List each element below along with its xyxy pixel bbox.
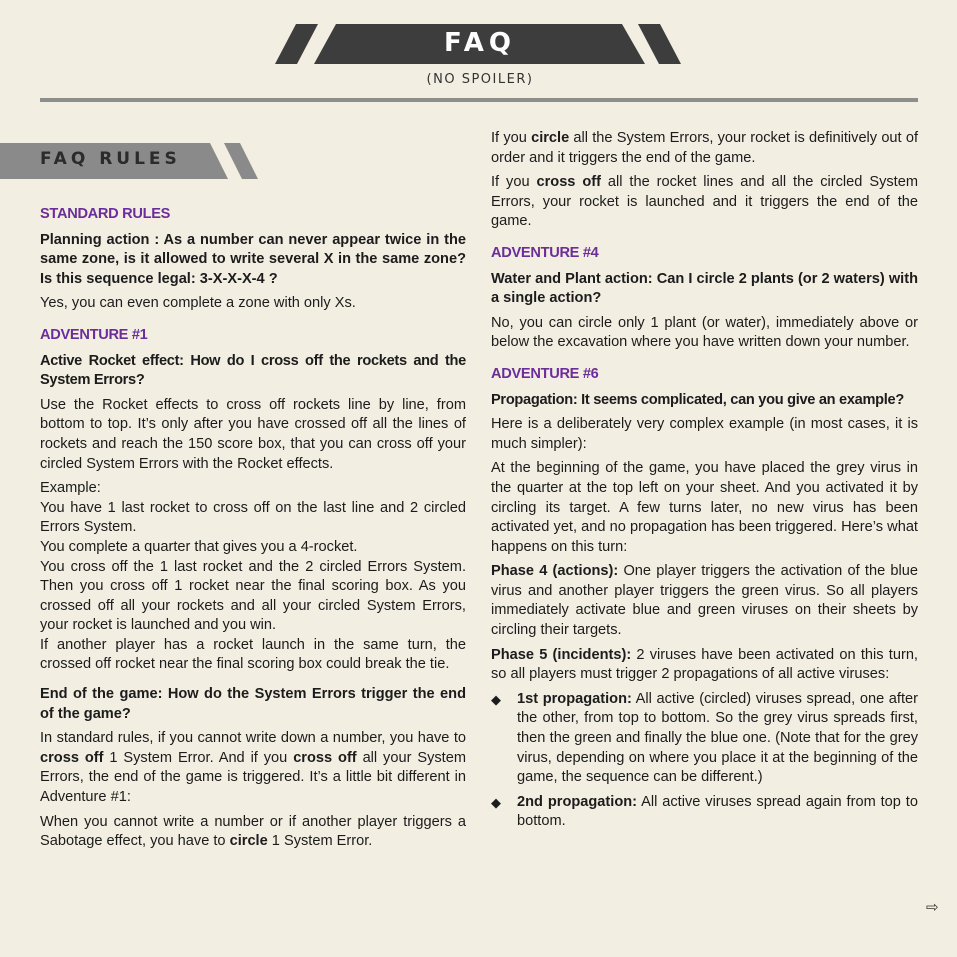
- question-planning-action: Planning action : As a number can never appear twice in the same zone, is it allowed to write several X in the same zone? Is this sequence legal: 3-X-X-X-4 ?: [40, 231, 466, 287]
- bullet-first-propagation: ◆ 1st propagation: All active (circled) viruses spread, one after the other, from top to bottom. So the grey virus spreads first, then the green and finally the blue one. (Note that for the grey virus, depending on where you place it at the beginning of the game, the sequence can be different.): [491, 690, 918, 786]
- question-propagation: Propagation: It seems complicated, can you give an example?: [491, 391, 904, 408]
- left-column: [40, 205, 466, 857]
- banner-right-stripe: [638, 24, 681, 64]
- heading-adventure-4: ADVENTURE #4: [491, 244, 599, 261]
- page-subtitle: (NO SPOILER): [426, 72, 534, 87]
- answer-end-of-game: In standard rules, if you cannot write down a number, you have to cross off 1 System Error. And if you cross off all your System Errors, the end of the game is triggered. It’s a little bit different in Adventure #1:: [40, 730, 467, 806]
- heading-adventure-6: ADVENTURE #6: [491, 365, 599, 382]
- question-water-plant: Water and Plant action: Can I circle 2 plants (or 2 waters) with a single action?: [491, 270, 918, 307]
- question-rocket-effect: Active Rocket effect: How do I cross off the rockets and the System Errors?: [40, 352, 466, 389]
- answer-rocket-effect: Use the Rocket effects to cross off rockets line by line, from bottom to top. It’s only after you have crossed off all the lines of rockets and reach the 150 score box, that you can cross off your circled System Errors with the Rocket effects.: [40, 396, 466, 472]
- heading-adventure-1: ADVENTURE #1: [40, 326, 148, 343]
- heading-standard-rules: STANDARD RULES: [40, 206, 171, 222]
- answer-planning-action: Yes, you can even complete a zone with only Xs.: [40, 295, 356, 312]
- answer-water-plant: No, you can circle only 1 plant (or water), immediately above or below the excavation where you have written down your number.: [491, 314, 918, 351]
- example-line: You cross off the 1 last rocket and the 2 circled Errors System. Then you cross off 1 rocket near the final scoring box. As you crossed off all your rockets and all your circled System Errors, your rocket is launched and you win.: [40, 558, 466, 634]
- right-column: [491, 129, 918, 837]
- example-block: [40, 479, 466, 675]
- example-line: You complete a quarter that gives you a 4-rocket.: [40, 538, 358, 555]
- diamond-bullet-icon: ◆: [491, 794, 501, 810]
- answer-propagation-intro: Here is a deliberately very complex example (in most cases, it is much simpler):: [491, 416, 918, 452]
- diamond-bullet-icon: ◆: [491, 691, 501, 707]
- page-title: FAQ: [443, 28, 516, 58]
- answer-adventure-1-rule: When you cannot write a number or if another player triggers a Sabotage effect, you have to circle 1 System Error.: [40, 813, 466, 850]
- banner-left-stripe: [275, 24, 318, 64]
- answer-circle-all-errors: If you circle all the System Errors, your rocket is definitively out of order and it triggers the end of the game.: [491, 130, 918, 166]
- phase-4-paragraph: Phase 4 (actions): One player triggers the activation of the blue virus and another player triggers the green virus. So all players immediately activate blue and green viruses on their sheets by circling their targets.: [491, 563, 918, 639]
- section-title: FAQ RULES: [40, 149, 181, 169]
- example-line: Example:: [40, 480, 101, 497]
- phase-5-paragraph: Phase 5 (incidents): 2 viruses have been activated on this turn, so all players must trigger 2 propagations of all active viruses:: [491, 646, 918, 683]
- next-page-arrow-icon[interactable]: ⇨: [926, 899, 939, 916]
- section-stripe: [224, 143, 258, 179]
- example-line: If another player has a rocket launch in the same turn, the crossed off rocket near the final scoring box could break the tie.: [40, 636, 466, 673]
- bullet-second-propagation: ◆ 2nd propagation: All active viruses spread again from top to bottom.: [491, 793, 918, 830]
- answer-cross-off-all: If you cross off all the rocket lines and all the circled System Errors, your rocket is launched and it triggers the end of the game.: [491, 174, 918, 230]
- answer-propagation-setup: At the beginning of the game, you have placed the grey virus in the quarter at the top left on your sheet. And you activated it by circling its target. A few turns later, no new virus has been activated yet, and no propagation has been triggered. Here’s what happens on this turn:: [491, 460, 918, 555]
- question-end-of-game: End of the game: How do the System Errors trigger the end of the game?: [40, 686, 466, 722]
- header-divider: [40, 98, 918, 102]
- example-line: You have 1 last rocket to cross off on the last line and 2 circled Errors System.: [40, 499, 466, 536]
